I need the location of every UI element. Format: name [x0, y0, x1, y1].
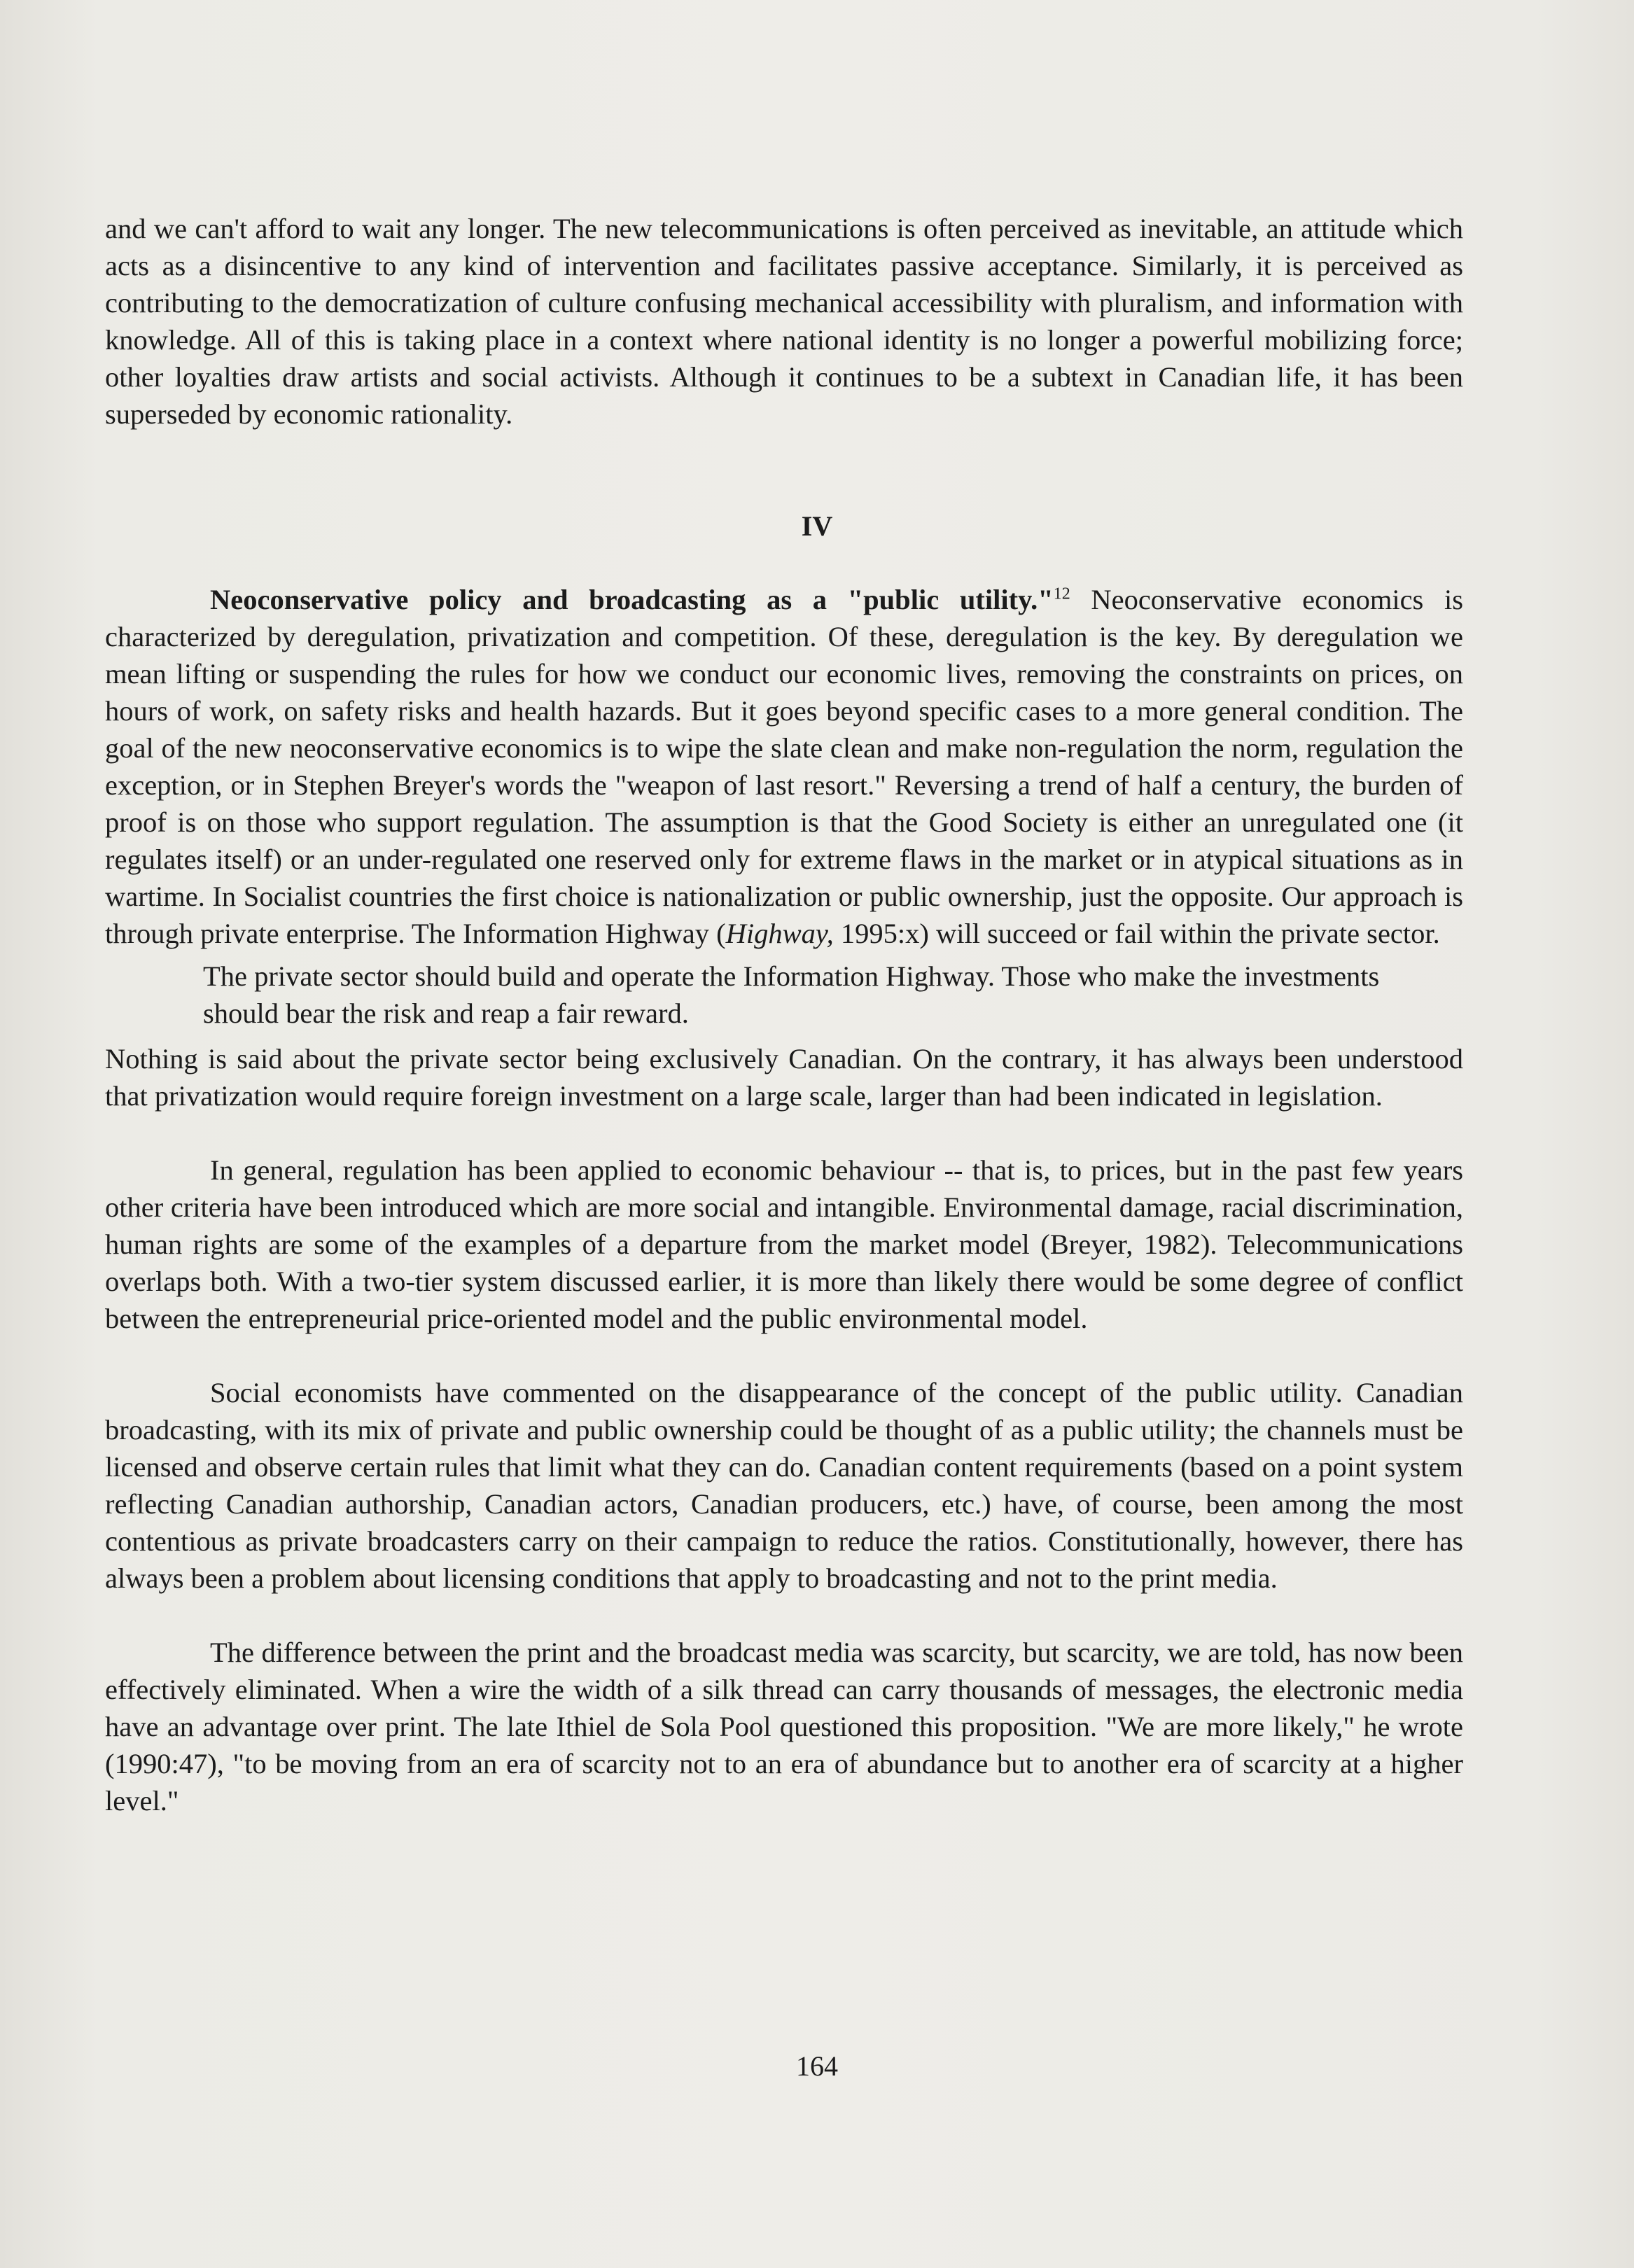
page-number: 164	[796, 2050, 838, 2082]
paragraph-regulation: In general, regulation has been applied to economic behaviour -- that is, to prices, but in the past few years other criteria have been introduced which are more social and intangible. Environmental damage, racial discrimination, human rights are some of the examples of a departure from the market model (Breyer, 1982). Telecommunications overlaps both. With a two-tier system discussed earlier, it is more than likely there would be some degree of conflict between the entrepreneurial price-oriented model and the public environmental model.	[105, 1154, 1463, 1334]
paragraph-lead-heading: Neoconservative policy and broadcasting as a "public utility."	[210, 584, 1054, 615]
citation-italic: Highway,	[725, 918, 834, 949]
paragraph-neoconservative	[105, 581, 1463, 952]
paragraph-body-a: Neoconservative economics is characterized by deregulation, privatization and competition. Of these, deregulation is the key. By deregulation we mean lifting or suspending the rules for how we conduct our economic lives, removing the constraints on prices, on hours of work, on safety risks and health hazards. But it goes beyond specific cases to a more general condition. The goal of the new neoconservative economics is to wipe the slate clean and make non-regulation the norm, regulation the exception, or in Stephen Breyer's words the "weapon of last resort." Reversing a trend of half a century, the burden of proof is on those who support regulation. The assumption is that the Good Society is either an unregulated one (it regulates itself) or an under-regulated one reserved only for extreme flaws in the market or in atypical situations as in wartime. In Socialist countries the first choice is nationalization or public ownership, just the opposite. Our approach is through private enterprise. The Information Highway (	[105, 584, 1463, 949]
footnote-marker: 12	[1053, 584, 1070, 603]
paragraph-scarcity: The difference between the print and the broadcast media was scarcity, but scarcity, we are told, has now been effectively eliminated. When a wire the width of a silk thread can carry thousands of messages, the electronic media have an advantage over print. The late Ithiel de Sola Pool questioned this proposition. "We are more likely," he wrote (1990:47), "to be moving from an era of scarcity not to an era of abundance but to another era of scarcity at a higher level."	[105, 1637, 1463, 1816]
paragraph-top: and we can't afford to wait any longer. The new telecommunications is often perceived as inevitable, an attitude which acts as a disincentive to any kind of intervention and facilitates passive acceptance. Similarly, it is perceived as contributing to the democratization of culture confusing mechanical accessibility with pluralism, and information with knowledge. All of this is taking place in a context where national identity is no longer a powerful mobilizing force; other loyalties draw artists and social activists. Although it continues to be a subtext in Canadian life, it has been superseded by economic rationality.	[105, 213, 1463, 430]
paragraph-public-utility: Social economists have commented on the disappearance of the concept of the public utility. Canadian broadcasting, with its mix of private and public ownership could be thought of as a public utility; the channels must be licensed and observe certain rules that limit what they can do. Canadian content requirements (based on a point system reflecting Canadian authorship, Canadian actors, Canadian producers, etc.) have, of course, been among the most contentious as private broadcasters carry on their campaign to reduce the ratios. Constitutionally, however, there has always been a problem about licensing conditions that apply to broadcasting and not to the print media.	[105, 1377, 1463, 1594]
paragraph-private-sector: Nothing is said about the private sector being exclusively Canadian. On the contrary, it has always been understood that privatization would require foreign investment on a large scale, larger than had been indicated in legislation.	[105, 1043, 1463, 1112]
block-quote: The private sector should build and operate the Information Highway. Those who make the investments should bear the risk and reap a fair reward.	[203, 960, 1380, 1029]
top-text-block	[105, 210, 1463, 433]
main-text-block	[105, 581, 1463, 1819]
paragraph-body-b: 1995:x) will succeed or fail within the private sector.	[833, 918, 1440, 949]
section-heading: IV	[801, 510, 833, 542]
